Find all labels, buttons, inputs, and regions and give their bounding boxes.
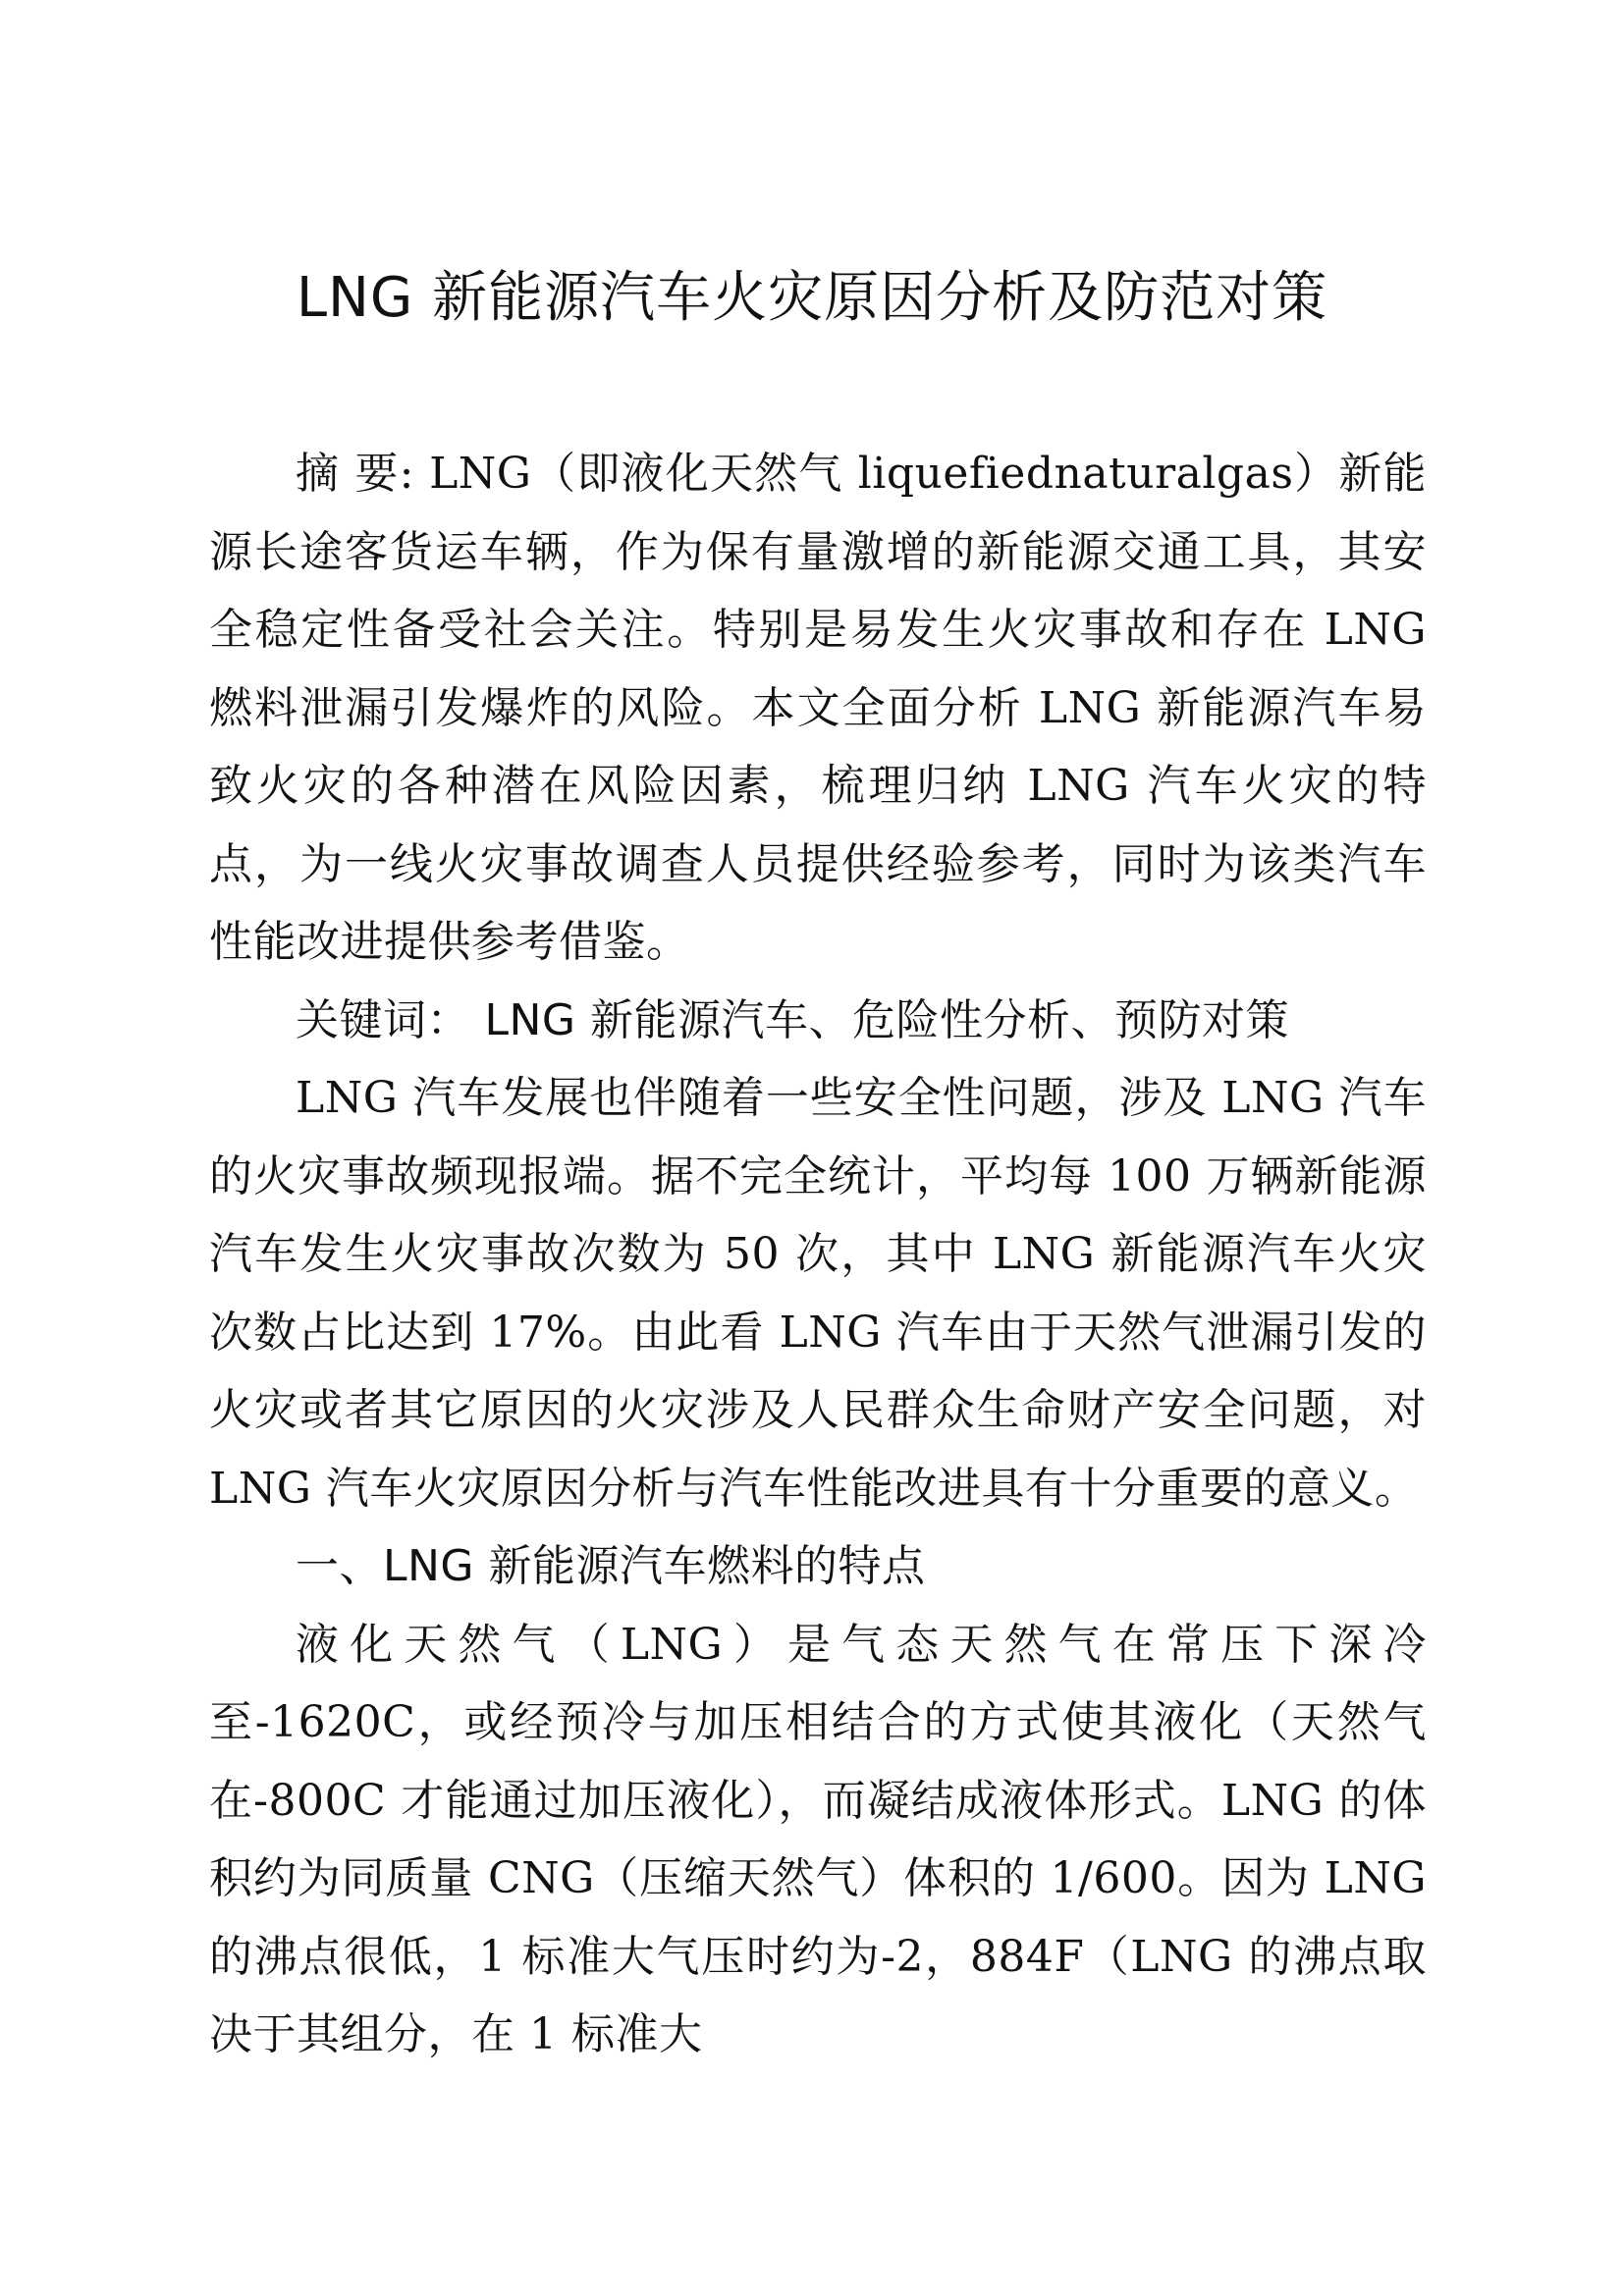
keywords-paragraph: 关键词： LNG 新能源汽车、危险性分析、预防对策 [296, 994, 1289, 1045]
document-title: LNG 新能源汽车火灾原因分析及防范对策 [296, 266, 1328, 330]
intro-paragraph: LNG 汽车发展也伴随着一些安全性问题，涉及 LNG 汽车的火灾事故频现报端。据不完全统计，平均每 100 万辆新能源汽车发生火灾事故次数为 50 次，其中 LNG 新能源汽车火灾次数占比达到 17%。由此看 LNG 汽车由于天然气泄漏引发的火灾或者其它原因的火灾涉及人民群众生命财产安全问题，对 LNG 汽车火灾原因分析与汽车性能改进具有十分重要的意义。 [209, 1073, 1427, 1514]
section-paragraph: 液化天然气（LNG）是气态天然气在常压下深冷至-1620C，或经预冷与加压相结合的方式使其液化（天然气在-800C 才能通过加压液化），而凝结成液体形式。LNG 的体积约为同质量 CNG（压缩天然气）体积的 1/600。因为 LNG 的沸点很低，1 标准大气压时约为-2，884F（LNG 的沸点取决于其组分，在 1 标准大 [209, 1619, 1427, 2059]
section-heading: 一、LNG 新能源汽车燃料的特点 [296, 1541, 926, 1591]
abstract-paragraph: 摘 要: LNG（即液化天然气 liquefiednaturalgas）新能源长途客货运车辆，作为保有量激增的新能源交通工具，其安全稳定性备受社会关注。特别是易发生火灾事故和存在 LNG 燃料泄漏引发爆炸的风险。本文全面分析 LNG 新能源汽车易致火灾的各种潜在风险因素，梳理归纳 LNG 汽车火灾的特点，为一线火灾事故调查人员提供经验参考，同时为该类汽车性能改进提供参考借鉴。 [209, 449, 1427, 967]
document-body [209, 435, 1427, 2074]
